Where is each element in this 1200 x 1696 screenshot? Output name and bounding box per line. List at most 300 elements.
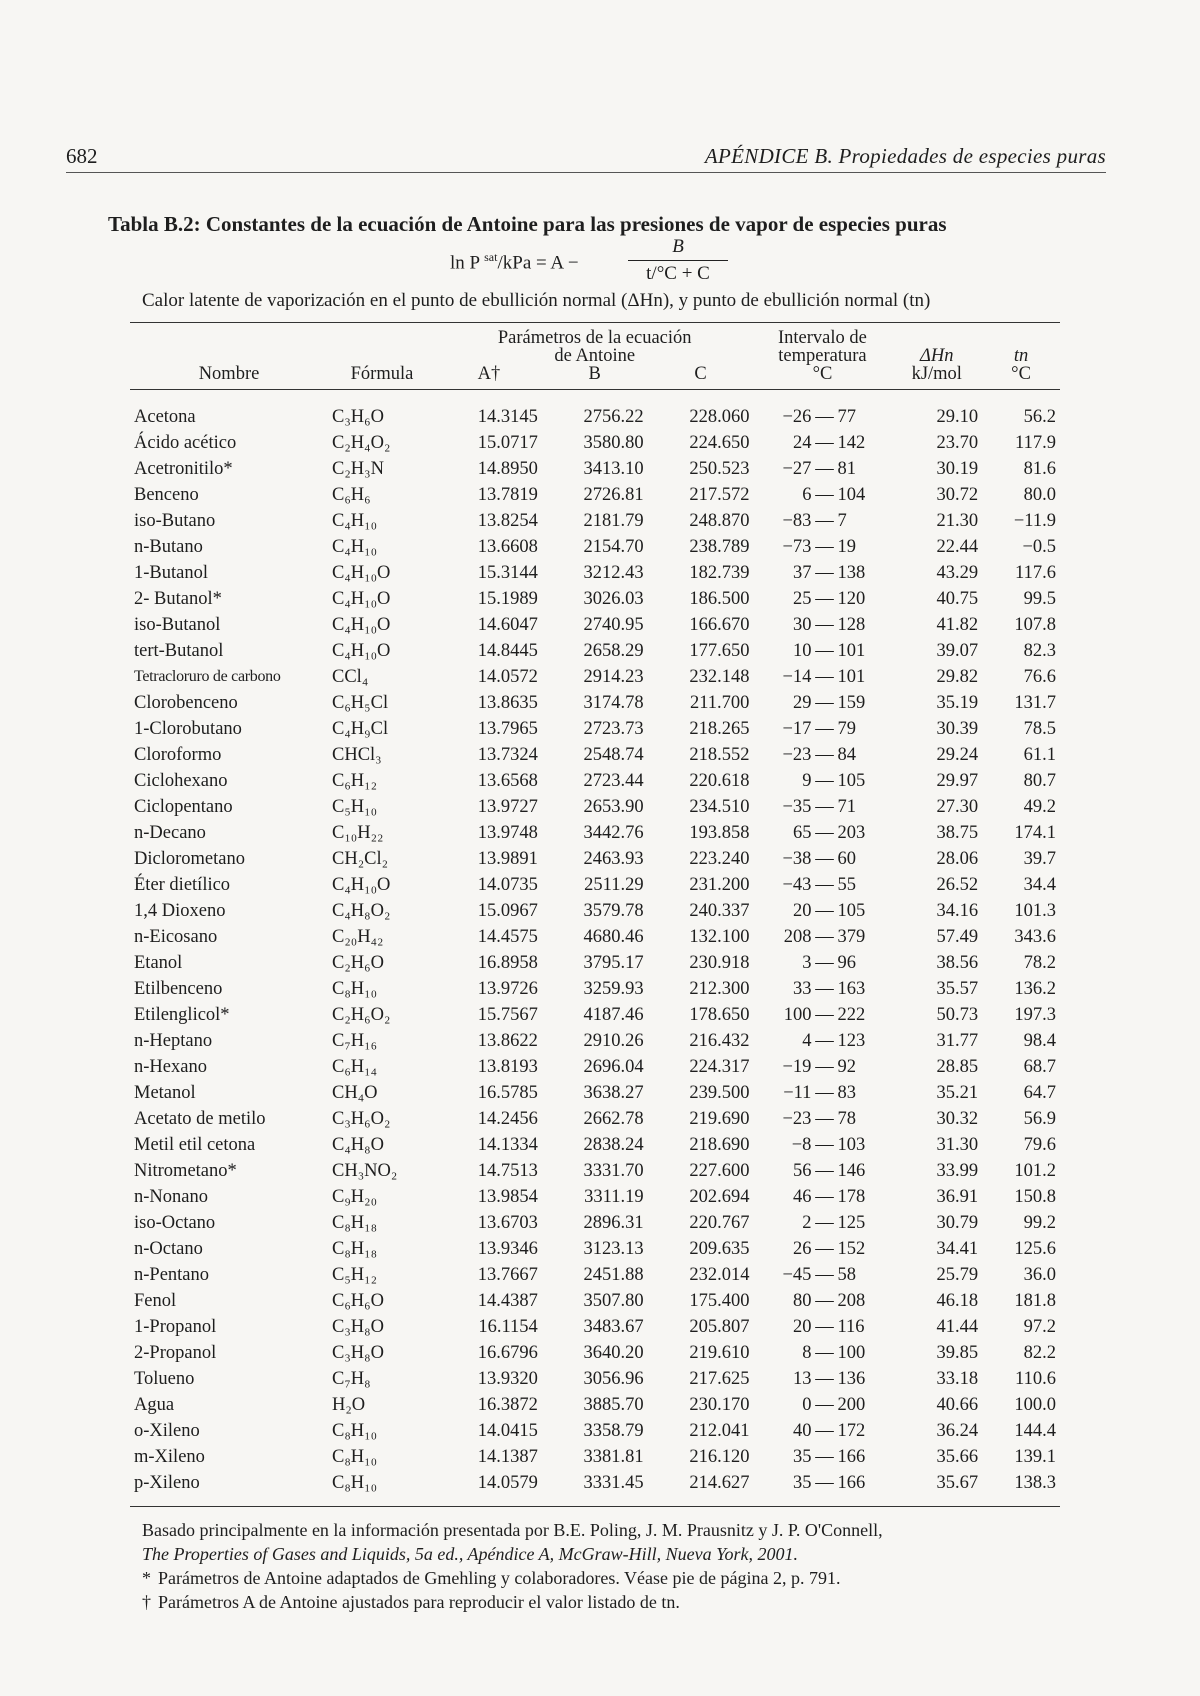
cell-b: 2658.29 bbox=[583, 641, 644, 661]
table-notes bbox=[142, 1518, 1072, 1614]
cell-name: n-Butano bbox=[134, 537, 203, 557]
range-high: 152 bbox=[837, 1239, 866, 1259]
cell-range bbox=[753, 716, 891, 742]
cell-dh: 30.19 bbox=[936, 459, 979, 479]
range-high: 166 bbox=[837, 1447, 866, 1467]
range-low: 65 bbox=[792, 823, 812, 843]
table-row bbox=[130, 1340, 1060, 1366]
range-dash: — bbox=[815, 1343, 834, 1363]
cell-range bbox=[753, 1210, 891, 1236]
cell-c: 232.148 bbox=[689, 667, 750, 687]
cell-tn: 98.4 bbox=[1023, 1031, 1056, 1051]
cell-formula: CCl₄ bbox=[332, 667, 369, 687]
cell-formula: C₄H₁₀O bbox=[332, 563, 391, 583]
range-high: 77 bbox=[837, 407, 856, 427]
range-dash: — bbox=[815, 1369, 834, 1389]
cell-range bbox=[753, 1262, 891, 1288]
cell-tn: 78.5 bbox=[1023, 719, 1056, 739]
range-dash: — bbox=[815, 511, 834, 531]
range-high: 125 bbox=[837, 1213, 866, 1233]
cell-dh: 29.10 bbox=[936, 407, 979, 427]
range-dash: — bbox=[815, 459, 834, 479]
cell-name: n-Pentano bbox=[134, 1265, 210, 1285]
range-high: 58 bbox=[837, 1265, 856, 1285]
table-row bbox=[130, 1236, 1060, 1262]
cell-c: 216.432 bbox=[689, 1031, 750, 1051]
range-high: 84 bbox=[837, 745, 856, 765]
cell-c: 239.500 bbox=[689, 1083, 750, 1103]
range-low: 10 bbox=[792, 641, 812, 661]
cell-dh: 36.91 bbox=[936, 1187, 979, 1207]
cell-formula: C₂₀H₄₂ bbox=[332, 927, 384, 947]
cell-tn: 97.2 bbox=[1023, 1317, 1056, 1337]
cell-dh: 30.32 bbox=[936, 1109, 979, 1129]
cell-formula: C₃H₈O bbox=[332, 1343, 384, 1363]
cell-b: 3174.78 bbox=[583, 693, 644, 713]
table-row bbox=[130, 1106, 1060, 1132]
cell-a: 13.6608 bbox=[477, 537, 538, 557]
header-dh-unit: kJ/mol bbox=[891, 365, 982, 390]
header-range-unit: °C bbox=[753, 365, 891, 390]
range-low: 24 bbox=[792, 433, 812, 453]
cell-tn: −11.9 bbox=[1013, 511, 1056, 531]
cell-b: 2181.79 bbox=[583, 511, 644, 531]
cell-range bbox=[753, 1470, 891, 1507]
cell-a: 16.8958 bbox=[477, 953, 538, 973]
cell-name: n-Decano bbox=[134, 823, 206, 843]
cell-tn: 101.2 bbox=[1014, 1161, 1056, 1181]
cell-dh: 41.44 bbox=[936, 1317, 979, 1337]
cell-c: 178.650 bbox=[689, 1005, 750, 1025]
cell-b: 3212.43 bbox=[583, 563, 644, 583]
cell-c: 248.870 bbox=[689, 511, 750, 531]
cell-a: 15.3144 bbox=[477, 563, 538, 583]
cell-range bbox=[753, 1184, 891, 1210]
range-dash: — bbox=[815, 901, 834, 921]
range-high: 200 bbox=[837, 1395, 866, 1415]
equation-lhs: ln P $^{sat}$/kPa = A − bbox=[450, 250, 579, 274]
cell-range bbox=[753, 1158, 891, 1184]
range-high: 81 bbox=[837, 459, 856, 479]
range-dash: — bbox=[815, 1135, 834, 1155]
cell-a: 13.8622 bbox=[477, 1031, 538, 1051]
cell-range bbox=[753, 690, 891, 716]
cell-dh: 30.79 bbox=[936, 1213, 979, 1233]
table-row bbox=[130, 742, 1060, 768]
cell-dh: 40.66 bbox=[936, 1395, 979, 1415]
range-dash: — bbox=[815, 953, 834, 973]
header-tn: tn bbox=[1013, 346, 1029, 366]
cell-c: 219.690 bbox=[689, 1109, 750, 1129]
cell-b: 2756.22 bbox=[583, 407, 644, 427]
header-range-group-2: temperatura bbox=[778, 346, 867, 366]
cell-tn: 197.3 bbox=[1014, 1005, 1056, 1025]
cell-c: 218.552 bbox=[689, 745, 750, 765]
cell-a: 14.7513 bbox=[477, 1161, 538, 1181]
cell-b: 3056.96 bbox=[583, 1369, 644, 1389]
cell-tn: 36.0 bbox=[1023, 1265, 1056, 1285]
range-high: 146 bbox=[837, 1161, 866, 1181]
header-dh: ΔHn bbox=[920, 346, 954, 366]
cell-formula: C₅H₁₂ bbox=[332, 1265, 378, 1285]
cell-c: 224.317 bbox=[689, 1057, 750, 1077]
cell-dh: 35.21 bbox=[936, 1083, 979, 1103]
header-nombre: Nombre bbox=[130, 365, 328, 390]
range-high: 222 bbox=[837, 1005, 866, 1025]
cell-formula: C₄H₁₀O bbox=[332, 589, 391, 609]
cell-formula: C₂H₃N bbox=[332, 459, 384, 479]
cell-tn: 49.2 bbox=[1023, 797, 1056, 817]
cell-range bbox=[753, 560, 891, 586]
range-low: −23 bbox=[782, 745, 812, 765]
cell-dh: 29.24 bbox=[936, 745, 979, 765]
cell-b: 3331.70 bbox=[583, 1161, 644, 1181]
range-low: −26 bbox=[782, 407, 812, 427]
header-range-group-1: Intervalo de bbox=[753, 323, 891, 348]
range-dash: — bbox=[815, 667, 834, 687]
cell-c: 234.510 bbox=[689, 797, 750, 817]
cell-c: 230.918 bbox=[689, 953, 750, 973]
cell-c: 227.600 bbox=[689, 1161, 750, 1181]
running-title: APÉNDICE B. Propiedades de especies puras bbox=[704, 144, 1106, 168]
cell-range bbox=[753, 846, 891, 872]
cell-formula: C₈H₁₈ bbox=[332, 1239, 378, 1259]
cell-a: 14.8445 bbox=[477, 641, 538, 661]
cell-b: 3580.80 bbox=[583, 433, 644, 453]
table-row bbox=[130, 430, 1060, 456]
cell-name: Etilbenceno bbox=[134, 979, 223, 999]
cell-name: 1-Butanol bbox=[134, 563, 208, 583]
table-row bbox=[130, 1444, 1060, 1470]
range-high: 166 bbox=[837, 1473, 866, 1493]
range-low: 29 bbox=[792, 693, 812, 713]
cell-formula: CH₂Cl₂ bbox=[332, 849, 389, 869]
cell-tn: 64.7 bbox=[1023, 1083, 1056, 1103]
cell-dh: 28.06 bbox=[936, 849, 979, 869]
cell-formula: C₈H₁₈ bbox=[332, 1213, 378, 1233]
range-dash: — bbox=[815, 1109, 834, 1129]
source-note-line-2: The Properties of Gases and Liquids, 5a ed., Apéndice A, McGraw-Hill, Nueva York, 2001. bbox=[142, 1544, 798, 1564]
cell-b: 3638.27 bbox=[583, 1083, 644, 1103]
range-dash: — bbox=[815, 745, 834, 765]
cell-a: 14.3145 bbox=[477, 407, 538, 427]
cell-tn: 81.6 bbox=[1023, 459, 1056, 479]
table-row bbox=[130, 924, 1060, 950]
cell-tn: 110.6 bbox=[1015, 1369, 1056, 1389]
cell-dh: 31.77 bbox=[936, 1031, 979, 1051]
cell-name: 2- Butanol* bbox=[134, 589, 222, 609]
cell-name: Clorobenceno bbox=[134, 693, 238, 713]
cell-formula: C₂H₄O₂ bbox=[332, 433, 391, 453]
cell-a: 14.1387 bbox=[477, 1447, 538, 1467]
table-row bbox=[130, 846, 1060, 872]
range-high: 128 bbox=[837, 615, 866, 635]
cell-name: iso-Butanol bbox=[134, 615, 221, 635]
range-dash: — bbox=[815, 1395, 834, 1415]
table-row bbox=[130, 1418, 1060, 1444]
cell-dh: 22.44 bbox=[936, 537, 979, 557]
cell-b: 3381.81 bbox=[583, 1447, 644, 1467]
cell-c: 220.618 bbox=[689, 771, 750, 791]
range-dash: — bbox=[815, 433, 834, 453]
cell-c: 238.789 bbox=[689, 537, 750, 557]
cell-dh: 35.19 bbox=[936, 693, 979, 713]
cell-range bbox=[753, 1392, 891, 1418]
cell-name: Tetracloruro de carbono bbox=[134, 668, 281, 685]
cell-name: tert-Butanol bbox=[134, 641, 224, 661]
cell-b: 2696.04 bbox=[583, 1057, 644, 1077]
cell-dh: 35.57 bbox=[936, 979, 979, 999]
cell-formula: C₃H₆O bbox=[332, 407, 384, 427]
cell-b: 2838.24 bbox=[583, 1135, 644, 1155]
cell-tn: 80.0 bbox=[1023, 485, 1056, 505]
cell-b: 3507.80 bbox=[583, 1291, 644, 1311]
range-dash: — bbox=[815, 1083, 834, 1103]
cell-tn: 139.1 bbox=[1014, 1447, 1056, 1467]
cell-tn: 100.0 bbox=[1014, 1395, 1056, 1415]
table-row bbox=[130, 976, 1060, 1002]
cell-name: Agua bbox=[134, 1395, 175, 1415]
header-antoine-group-1: Parámetros de la ecuación bbox=[436, 323, 753, 348]
range-low: 35 bbox=[792, 1447, 812, 1467]
cell-formula: C₃H₆O₂ bbox=[332, 1109, 391, 1129]
range-dash: — bbox=[815, 1239, 834, 1259]
cell-c: 212.041 bbox=[689, 1421, 750, 1441]
cell-range bbox=[753, 1236, 891, 1262]
range-dash: — bbox=[815, 979, 834, 999]
cell-name: Cloroformo bbox=[134, 745, 222, 765]
cell-formula: H₂O bbox=[332, 1395, 366, 1415]
range-dash: — bbox=[815, 927, 834, 947]
cell-formula: C₅H₁₀ bbox=[332, 797, 378, 817]
cell-formula: C₄H₁₀ bbox=[332, 537, 378, 557]
range-dash: — bbox=[815, 641, 834, 661]
range-high: 142 bbox=[837, 433, 866, 453]
cell-a: 13.8193 bbox=[477, 1057, 538, 1077]
cell-range bbox=[753, 1080, 891, 1106]
range-low: −73 bbox=[782, 537, 812, 557]
range-high: 116 bbox=[837, 1317, 865, 1337]
cell-dh: 46.18 bbox=[936, 1291, 979, 1311]
cell-name: Metil etil cetona bbox=[134, 1135, 256, 1155]
cell-formula: C₄H₁₀O bbox=[332, 615, 391, 635]
cell-dh: 28.85 bbox=[936, 1057, 979, 1077]
cell-a: 14.1334 bbox=[477, 1135, 538, 1155]
range-low: 13 bbox=[792, 1369, 812, 1389]
cell-name: o-Xileno bbox=[134, 1421, 200, 1441]
cell-range bbox=[753, 1028, 891, 1054]
range-dash: — bbox=[815, 1005, 834, 1025]
range-low: −35 bbox=[782, 797, 812, 817]
cell-tn: 136.2 bbox=[1014, 979, 1056, 999]
cell-range bbox=[753, 950, 891, 976]
cell-a: 14.0572 bbox=[477, 667, 538, 687]
cell-name: n-Hexano bbox=[134, 1057, 207, 1077]
equation-denominator: t/°C + C bbox=[646, 263, 710, 284]
header-formula: Fórmula bbox=[328, 365, 436, 390]
cell-name: Benceno bbox=[134, 485, 199, 505]
table-row bbox=[130, 560, 1060, 586]
cell-b: 2511.29 bbox=[584, 875, 644, 895]
table-row bbox=[130, 1210, 1060, 1236]
cell-tn: 56.9 bbox=[1023, 1109, 1056, 1129]
cell-c: 230.170 bbox=[689, 1395, 750, 1415]
cell-range bbox=[753, 390, 891, 431]
cell-formula: C₄H₈O bbox=[332, 1135, 384, 1155]
range-high: 172 bbox=[837, 1421, 866, 1441]
cell-name: n-Heptano bbox=[134, 1031, 213, 1051]
cell-b: 2914.23 bbox=[583, 667, 644, 687]
cell-a: 14.0579 bbox=[436, 1470, 542, 1507]
cell-tn: 82.2 bbox=[1023, 1343, 1056, 1363]
cell-range bbox=[753, 794, 891, 820]
cell-dh: 29.97 bbox=[936, 771, 979, 791]
range-high: 103 bbox=[837, 1135, 866, 1155]
table-row bbox=[130, 820, 1060, 846]
cell-a: 16.5785 bbox=[477, 1083, 538, 1103]
range-dash: — bbox=[815, 1057, 834, 1077]
cell-b: 2896.31 bbox=[583, 1213, 644, 1233]
cell-c: 240.337 bbox=[689, 901, 750, 921]
cell-name: Ácido acético bbox=[134, 433, 237, 453]
range-dash: — bbox=[815, 1421, 834, 1441]
cell-c: 218.265 bbox=[689, 719, 750, 739]
cell-tn: 68.7 bbox=[1023, 1057, 1056, 1077]
cell-a: 13.9346 bbox=[477, 1239, 538, 1259]
cell-range bbox=[753, 534, 891, 560]
table-row bbox=[130, 456, 1060, 482]
cell-c: 216.120 bbox=[689, 1447, 750, 1467]
cell-a: 14.4575 bbox=[477, 927, 538, 947]
table-row bbox=[130, 1262, 1060, 1288]
cell-formula: C₉H₂₀ bbox=[332, 1187, 378, 1207]
cell-name: Fenol bbox=[134, 1291, 177, 1311]
cell-range bbox=[753, 820, 891, 846]
range-low: −19 bbox=[782, 1057, 812, 1077]
cell-a: 14.6047 bbox=[477, 615, 538, 635]
range-high: 79 bbox=[837, 719, 856, 739]
cell-dh: 39.07 bbox=[936, 641, 979, 661]
cell-range bbox=[753, 924, 891, 950]
table-row bbox=[130, 1002, 1060, 1028]
cell-formula: C₆H₆ bbox=[332, 485, 371, 505]
cell-range bbox=[753, 1314, 891, 1340]
range-low: 6 bbox=[802, 485, 812, 505]
range-low: −43 bbox=[782, 875, 812, 895]
range-high: 203 bbox=[837, 823, 866, 843]
cell-dh: 30.39 bbox=[936, 719, 979, 739]
table-row bbox=[130, 482, 1060, 508]
table-row bbox=[130, 1080, 1060, 1106]
cell-dh: 57.49 bbox=[936, 927, 979, 947]
cell-name: m-Xileno bbox=[134, 1447, 205, 1467]
range-high: 60 bbox=[837, 849, 856, 869]
cell-b: 3358.79 bbox=[583, 1421, 644, 1441]
table-title: Tabla B.2: Constantes de la ecuación de Antoine para las presiones de vapor de especies puras bbox=[108, 212, 947, 236]
range-low: 3 bbox=[802, 953, 812, 973]
cell-formula: C₇H₁₆ bbox=[332, 1031, 378, 1051]
cell-range bbox=[753, 638, 891, 664]
range-dash: — bbox=[815, 875, 834, 895]
range-dash: — bbox=[815, 1473, 834, 1493]
cell-c: 232.014 bbox=[689, 1265, 750, 1285]
range-low: 30 bbox=[792, 615, 812, 635]
cell-formula: C₃H₈O bbox=[332, 1317, 384, 1337]
table-row bbox=[130, 534, 1060, 560]
cell-tn: 117.6 bbox=[1015, 563, 1056, 583]
range-high: 101 bbox=[837, 641, 866, 661]
header-a: A† bbox=[436, 365, 542, 390]
range-high: 136 bbox=[837, 1369, 866, 1389]
cell-c: 217.625 bbox=[689, 1369, 750, 1389]
cell-c: 177.650 bbox=[689, 641, 750, 661]
table-row bbox=[130, 390, 1060, 431]
range-high: 159 bbox=[837, 693, 866, 713]
range-dash: — bbox=[815, 1291, 834, 1311]
table-row bbox=[130, 716, 1060, 742]
range-high: 71 bbox=[837, 797, 856, 817]
page-header bbox=[66, 142, 1106, 173]
cell-tn: 56.2 bbox=[1023, 407, 1056, 427]
cell-name: Etanol bbox=[134, 953, 183, 973]
range-high: 163 bbox=[837, 979, 866, 999]
table-row bbox=[130, 690, 1060, 716]
range-low: 0 bbox=[802, 1395, 812, 1415]
header-b: B bbox=[542, 365, 648, 390]
cell-name: 1-Clorobutano bbox=[134, 719, 242, 739]
range-dash: — bbox=[815, 1317, 834, 1337]
cell-range bbox=[753, 430, 891, 456]
cell-a: 16.6796 bbox=[477, 1343, 538, 1363]
table-row bbox=[130, 1314, 1060, 1340]
range-dash: — bbox=[815, 719, 834, 739]
range-dash: — bbox=[815, 1187, 834, 1207]
source-note-line-1: Basado principalmente en la información presentada por B.E. Poling, J. M. Prausnitz y J. P. O'Connell, bbox=[142, 1520, 883, 1540]
cell-dh: 21.30 bbox=[936, 511, 979, 531]
cell-tn: 181.8 bbox=[1014, 1291, 1056, 1311]
cell-tn: 80.7 bbox=[1023, 771, 1056, 791]
cell-tn: −0.5 bbox=[1022, 537, 1056, 557]
cell-dh: 40.75 bbox=[936, 589, 979, 609]
cell-range bbox=[753, 456, 891, 482]
cell-formula: C₁₀H₂₂ bbox=[332, 823, 384, 843]
cell-b: 2463.93 bbox=[583, 849, 644, 869]
range-low: 9 bbox=[802, 771, 812, 791]
cell-formula: C₆H₁₂ bbox=[332, 771, 378, 791]
cell-b: 4680.46 bbox=[583, 927, 644, 947]
range-dash: — bbox=[815, 771, 834, 791]
equation-numerator: B bbox=[672, 236, 684, 257]
range-high: 178 bbox=[837, 1187, 866, 1207]
header-antoine-group-2: de Antoine bbox=[554, 346, 636, 366]
cell-b: 2662.78 bbox=[583, 1109, 644, 1129]
cell-c: 166.670 bbox=[689, 615, 750, 635]
cell-b: 3259.93 bbox=[583, 979, 644, 999]
cell-c: 209.635 bbox=[689, 1239, 750, 1259]
page-number: 682 bbox=[66, 144, 98, 168]
cell-tn: 99.2 bbox=[1023, 1213, 1056, 1233]
cell-range bbox=[753, 898, 891, 924]
cell-c: 193.858 bbox=[689, 823, 750, 843]
cell-range bbox=[753, 976, 891, 1002]
table-row bbox=[130, 612, 1060, 638]
cell-range bbox=[753, 482, 891, 508]
cell-dh: 27.30 bbox=[936, 797, 979, 817]
cell-tn: 125.6 bbox=[1014, 1239, 1056, 1259]
cell-range bbox=[753, 1054, 891, 1080]
cell-name: Metanol bbox=[134, 1083, 196, 1103]
range-dash: — bbox=[815, 1265, 834, 1285]
